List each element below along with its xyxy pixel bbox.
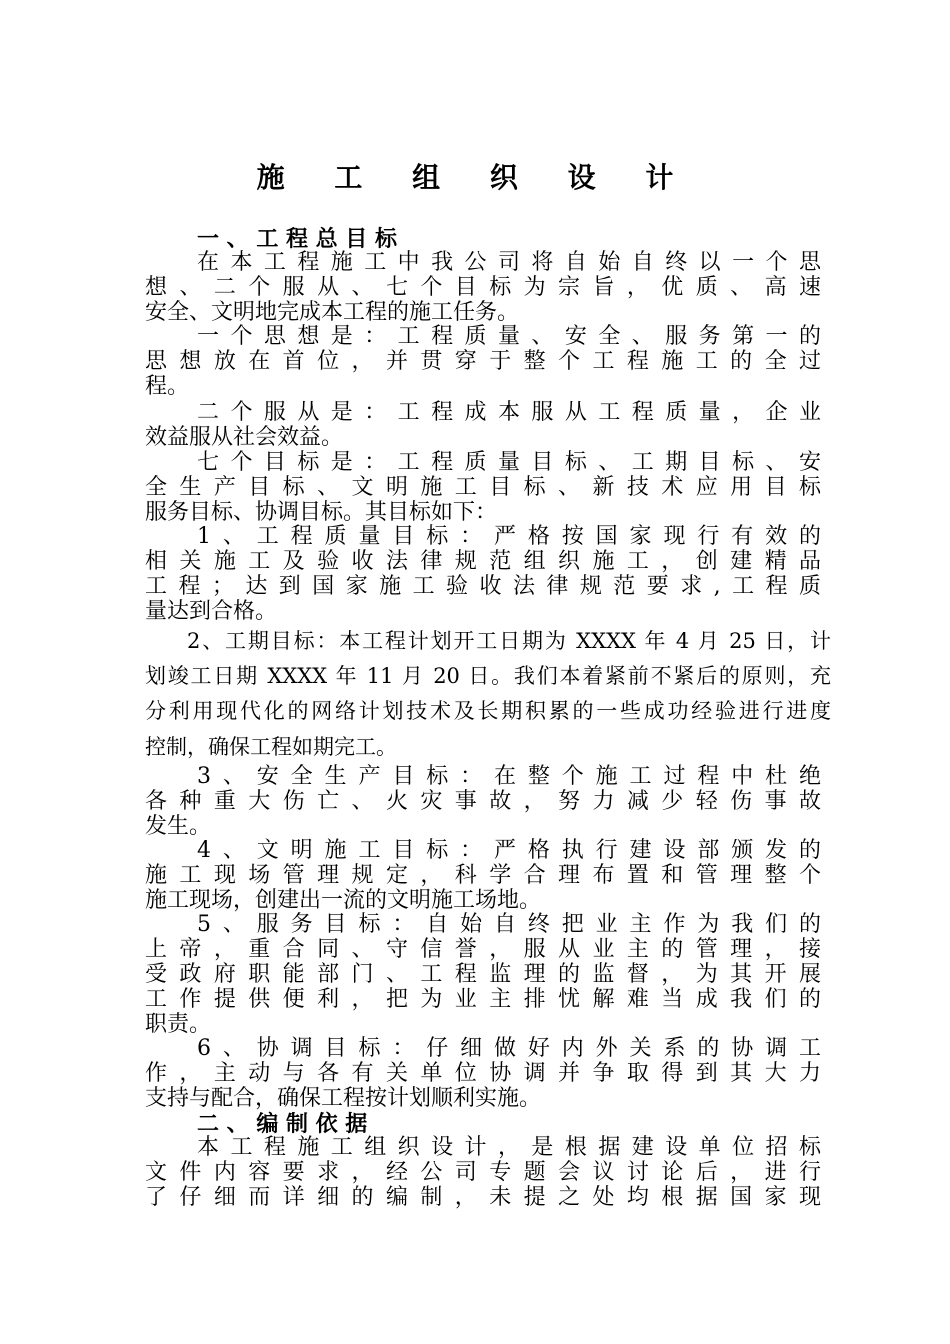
paragraph-line: 了仔细而详细的编制，未提之处均根据国家现 (145, 1185, 821, 1210)
paragraph-line: 施工现场管理规定，科学合理布置和管理整个 (145, 863, 821, 888)
paragraph-line: 相关施工及验收法律规范组织施工，创建精品 (145, 549, 821, 574)
paragraph-line: 在本工程施工中我公司将自始自终以一个思 (197, 250, 821, 275)
paragraph-line: 量达到合格。 (145, 599, 278, 624)
paragraph-line: 6、协调目标：仔细做好内外关系的协调工 (197, 1036, 821, 1061)
paragraph-line: 5、服务目标：自始自终把业主作为我们的 (197, 912, 821, 937)
paragraph-line: 分利用现代化的网络计划技术及长期积累的一些成功经验进行进度 (145, 699, 831, 723)
document-title: 施 工 组 织 设 计 (256, 161, 694, 194)
paragraph-line: 划竣工日期 XXXX 年 11 月 20 日。我们本着紧前不紧后的原则，充 (145, 664, 831, 688)
paragraph-line: 各种重大伤亡、火灾事故，努力减少轻伤事故 (145, 789, 821, 814)
paragraph-line: 服务目标、协调目标。其目标如下： (145, 500, 498, 525)
paragraph-line: 二个服从是：工程成本服从工程质量，企业 (197, 400, 821, 425)
paragraph-line: 工程；达到国家施工验收法律规范要求,工程质 (145, 574, 821, 599)
paragraph-line: 思想放在首位，并贯穿于整个工程施工的全过 (145, 349, 821, 374)
paragraph-line: 想、二个服从、七个目标为宗旨，优质、高速 (145, 275, 821, 300)
paragraph-line: 效益服从社会效益。 (145, 425, 344, 450)
paragraph-line: 上帝，重合同、守信誉，服从业主的管理，接 (145, 937, 821, 962)
paragraph-line: 控制，确保工程如期完工。 (145, 735, 397, 759)
paragraph-line: 支持与配合，确保工程按计划顺利实施。 (145, 1086, 542, 1111)
paragraph-line: 程。 (145, 374, 190, 399)
paragraph-line: 3、安全生产目标：在整个施工过程中杜绝 (197, 764, 821, 789)
paragraph-line: 工作提供便利，把为业主排忧解难当成我们的 (145, 987, 821, 1012)
section-heading-2: 二 、 编 制 依 据 (197, 1111, 368, 1137)
paragraph-line: 本工程施工组织设计，是根据建设单位招标 (197, 1135, 821, 1160)
paragraph-line: 作，主动与各有关单位协调并争取得到其大力 (145, 1061, 821, 1086)
paragraph-line: 七个目标是：工程质量目标、工期目标、安 (197, 450, 821, 475)
paragraph-line: 一个思想是：工程质量、安全、服务第一的 (197, 324, 821, 349)
paragraph-line: 2、工期目标：本工程计划开工日期为 XXXX 年 4 月 25 日，计 (187, 629, 831, 653)
paragraph-line: 4、文明施工目标：严格执行建设部颁发的 (197, 838, 821, 863)
paragraph-line: 安全、文明地完成本工程的施工任务。 (145, 300, 520, 325)
paragraph-line: 施工现场，创建出一流的文明施工场地。 (145, 888, 542, 913)
section-heading-1: 一 、 工 程 总 目 标 (197, 226, 397, 252)
paragraph-line: 发生。 (145, 814, 212, 839)
paragraph-line: 全生产目标、文明施工目标、新技术应用目标 (145, 475, 821, 500)
paragraph-line: 受政府职能部门、工程监理的监督，为其开展 (145, 962, 821, 987)
paragraph-line: 文件内容要求，经公司专题会议讨论后，进行 (145, 1160, 821, 1185)
paragraph-line: 1、工程质量目标：严格按国家现行有效的 (197, 524, 821, 549)
paragraph-line: 职责。 (145, 1012, 212, 1037)
